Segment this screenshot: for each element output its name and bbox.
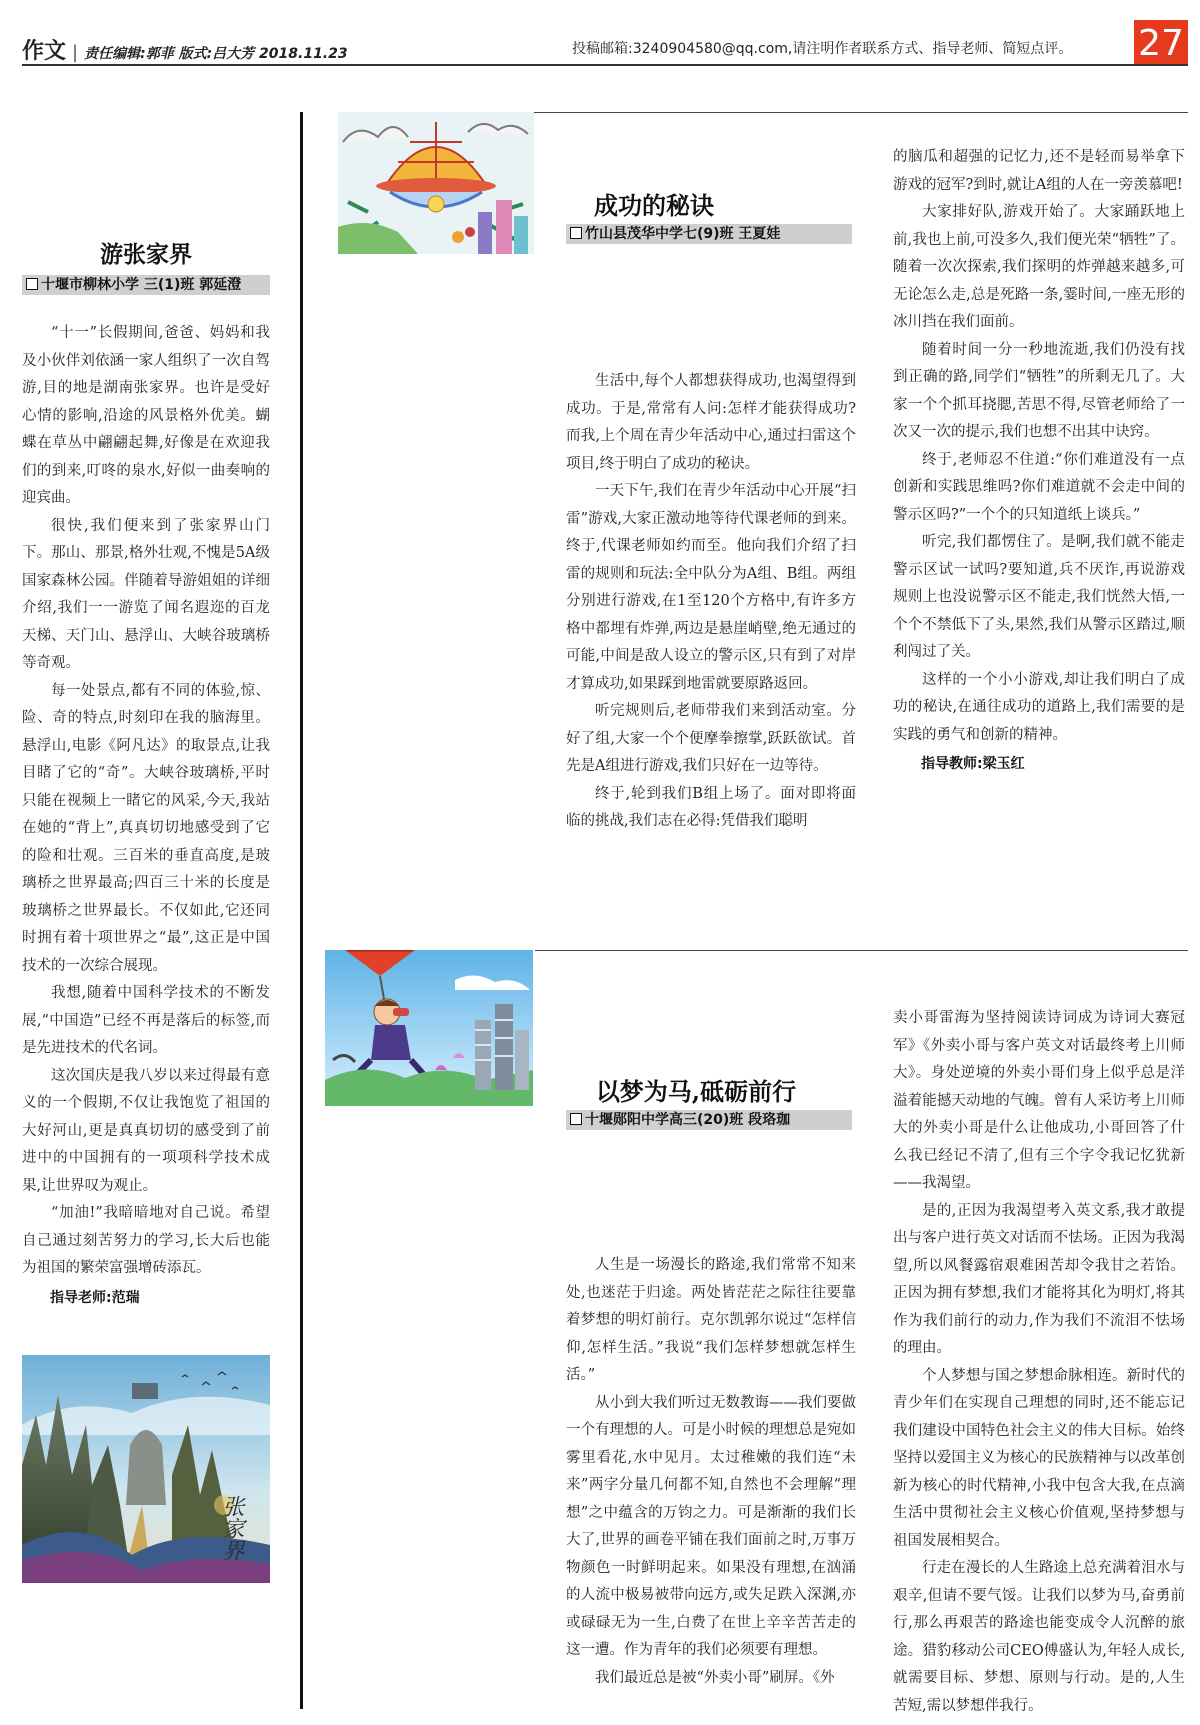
article2-column1: [566, 368, 856, 836]
article1-byline: [22, 275, 270, 295]
hang-glider-illustration: [325, 950, 533, 1106]
page-number: 27: [1134, 20, 1188, 66]
page-header-left: [22, 34, 348, 62]
article3-top-rule: [535, 950, 1188, 951]
article1-paragraph: “加油!”我暗暗地对自己说。希望自己通过刻苦努力的学习,长大后也能为祖国的繁荣富强增砖添瓦。: [22, 1205, 270, 1276]
article2-byline: [566, 224, 852, 244]
article2-paragraph: 终于,老师忍不住道:“你们难道没有一点创新和实践思维吗?你们难道就不会走中间的警示区吗?”一个个的只知道纸上谈兵。”: [893, 451, 1185, 523]
article1-paragraph: 每一处景点,都有不同的体验,惊、险、奇的特点,时刻印在我的脑海里。悬浮山,电影《阿凡达》的取景点,让我目睹了它的“奇”。大峡谷玻璃桥,平时只能在视频上一睹它的风采,今天,我站在她的“背上”,真真切切地感受到了它的险和壮观。三百米的垂直高度,是玻璃桥之世界最高;四百三十米的长度是玻璃桥之世界最长。不仅如此,它还同时拥有着十项世界之“最”,这正是中国技术的一次综合展现。: [22, 682, 270, 974]
article3-column2: [893, 1005, 1185, 1720]
article3-author: 十堰郧阳中学高三(20)班 段珞珈: [585, 1112, 791, 1128]
square-bullet-icon: [570, 1113, 582, 1125]
article2-paragraph: 终于,轮到我们B组上场了。面对即将面临的挑战,我们志在必得:凭借我们聪明: [566, 785, 856, 829]
article3-paragraph: 行走在漫长的人生路途上总充满着泪水与艰辛,但请不要气馁。让我们以梦为马,奋勇前行,那么再艰苦的路途也能变成令人沉醉的旅途。猎豹移动公司CEO傅盛认为,年轻人成长,就需要目标、梦想、原则与行动。是的,人生苦短,需以梦想伴我行。: [893, 1560, 1185, 1714]
editor-info: 责任编辑:郭菲 版式:吕大芳 2018.11.23: [84, 46, 348, 62]
article3-column1: [566, 1252, 856, 1692]
header-separator: |: [72, 42, 79, 63]
article2-continued-text: 的脑瓜和超强的记忆力,还不是轻而易举拿下游戏的冠军?到时,就让A组的人在一旁羡慕吧!: [893, 149, 1185, 193]
article2-paragraph: 一天下午,我们在青少年活动中心开展“扫雷”游戏,大家正激动地等待代课老师的到来。终于,代课老师如约而至。他向我们介绍了扫雷的规则和玩法:全中队分为A组、B组。两组分别进行游戏,在1至120个方格中,有许多方格中都埋有炸弹,两边是悬崖峭壁,绝无通过的可能,中间是敌人设立的警示区,只有到了对岸才算成功,如果踩到地雷就要原路返回。: [566, 483, 856, 692]
article3-paragraph: 从小到大我们听过无数教诲——我们要做一个有理想的人。可是小时候的理想总是宛如雾里看花,水中见月。太过稚嫩的我们连“未来”两字分量几何都不知,自然也不会理解“理想”之中蕴含的万钧之力。可是渐渐的我们长大了,世界的画卷平铺在我们面前之时,万事万物颜色一时鲜明起来。如果没有理想,在汹涌的人流中极易被带向远方,或失足跌入深渊,亦或碌碌无为一生,白费了在世上辛辛苦苦走的这一遭。作为青年的我们必须要有理想。: [566, 1394, 856, 1658]
article2-paragraph: 大家排好队,游戏开始了。大家踊跃地上前,我也上前,可没多久,我们便光荣“牺牲”了。随着一次次探索,我们探明的炸弹越来越多,可无论怎么走,总是死路一条,霎时间,一座无形的冰川挡在我们面前。: [893, 204, 1185, 330]
square-bullet-icon: [26, 278, 38, 290]
header-rule: [22, 64, 1188, 66]
article1-paragraph: 我想,随着中国科学技术的不断发展,“中国造”已经不再是落后的标签,而是先进技术的代名词。: [22, 985, 270, 1056]
article1-teacher: 指导老师:范瑞: [50, 1289, 140, 1306]
section-name: 作文: [22, 39, 67, 64]
article3-paragraph: 我们最近总是被“外卖小哥”刷屏。《外: [595, 1669, 835, 1686]
article2-title: 成功的秘诀: [594, 191, 714, 220]
article2-column2: [893, 144, 1185, 779]
article3-continued-text: 卖小哥雷海为坚持阅读诗词成为诗词大赛冠军》《外卖小哥与客户英文对话最终考上川师大》。身处逆境的外卖小哥们身上似乎总是洋溢着能撼天动地的气魄。曾有人采访考上川师大的外卖小哥是什么让他成功,小哥回答了什么我已经记不清了,但有三个字令我记忆犹新——我渴望。: [893, 1010, 1185, 1191]
article3-paragraph: 人生是一场漫长的路途,我们常常不知来处,也迷茫于归途。两处皆茫茫之际往往要靠着梦想的明灯前行。克尔凯郭尔说过“怎样信仰,怎样生活。”我说“我们怎样梦想就怎样生活。”: [566, 1257, 856, 1383]
article3-byline: [566, 1110, 852, 1130]
article2-paragraph: 随着时间一分一秒地流逝,我们仍没有找到正确的路,同学们“牺牲”的所剩无几了。大家一个个抓耳挠腮,苦思不得,尽管老师给了一次又一次的提示,我们也想不出其中诀窍。: [893, 341, 1185, 440]
article2-teacher: 指导教师:梁玉红: [921, 756, 1025, 772]
column-divider: [300, 112, 303, 1709]
article2-paragraph: 这样的一个小小游戏,却让我们明白了成功的秘诀,在通往成功的道路上,我们需要的是实践的勇气和创新的精神。: [893, 671, 1185, 743]
photo-caption: 张家界: [219, 1495, 244, 1561]
article2-paragraph: 听完规则后,老师带我们来到活动室。分好了组,大家一个个便摩拳擦掌,跃跃欲试。首先是A组进行游戏,我们只好在一边等待。: [566, 703, 856, 774]
article1-paragraph: 很快,我们便来到了张家界山门下。那山、那景,格外壮观,不愧是5A级国家森林公园。伴随着导游姐姐的详细介绍,我们一一游览了闻名遐迩的百龙天梯、天门山、悬浮山、大峡谷玻璃桥等奇观。: [22, 517, 270, 671]
article1-paragraph: 这次国庆是我八岁以来过得最有意义的一个假期,不仅让我饱览了祖国的大好河山,更是真真切切的感受到了前进中的中国拥有的一项项科学技术成果,让世界叹为观止。: [22, 1067, 270, 1194]
article1-title: 游张家界: [100, 241, 192, 268]
article2-paragraph: 生活中,每个人都想获得成功,也渴望得到成功。于是,常常有人问:怎样才能获得成功?而我,上个周在青少年活动中心,通过扫雷这个项目,终于明白了成功的秘诀。: [566, 373, 856, 472]
submission-contact: 投稿邮箱:3240904580@qq.com,请注明作者联系方式、指导老师、简短点评。: [572, 41, 1073, 57]
article1-paragraph: “十一”长假期间,爸爸、妈妈和我及小伙伴刘依涵一家人组织了一次自驾游,目的地是湖南张家界。也许是受好心情的影响,沿途的风景格外优美。蝴蝶在草丛中翩翩起舞,好像是在欢迎我们的到来,叮咚的泉水,好似一曲奏响的迎宾曲。: [22, 325, 270, 506]
article3-paragraph: 是的,正因为我渴望考入英文系,我才敢提出与客户进行英文对话而不怯场。正因为我渴望,所以风餐露宿艰难困苦却令我甘之若饴。正因为拥有梦想,我们才能将其化为明灯,将其作为我们前行的动力,作为我们不流泪不怯场的理由。: [893, 1202, 1185, 1356]
article2-author: 竹山县茂华中学七(9)班 王夏娃: [585, 226, 781, 242]
square-bullet-icon: [570, 227, 582, 239]
article1-author: 十堰市柳林小学 三(1)班 郭延澄: [41, 277, 242, 293]
article2-top-rule: [480, 112, 1188, 113]
article2-paragraph: 听完,我们都愣住了。是啊,我们就不能走警示区试一试吗?要知道,兵不厌诈,再说游戏规则上也没说警示区不能走,我们恍然大悟,一个个不禁低下了头,果然,我们从警示区踏过,顺利闯过了关。: [893, 534, 1185, 660]
article3-paragraph: 个人梦想与国之梦想命脉相连。新时代的青少年们在实现自己理想的同时,还不能忘记我们建设中国特色社会主义的伟大目标。始终坚持以爱国主义为核心的民族精神与以改革创新为核心的时代精神,小我中包含大我,在点滴生活中贯彻社会主义核心价值观,坚持梦想与祖国发展相契合。: [893, 1367, 1185, 1549]
child-drawing-ufo: [338, 112, 534, 254]
article1-body: [22, 320, 270, 1312]
article3-title: 以梦为马,砥砺前行: [595, 1077, 797, 1106]
